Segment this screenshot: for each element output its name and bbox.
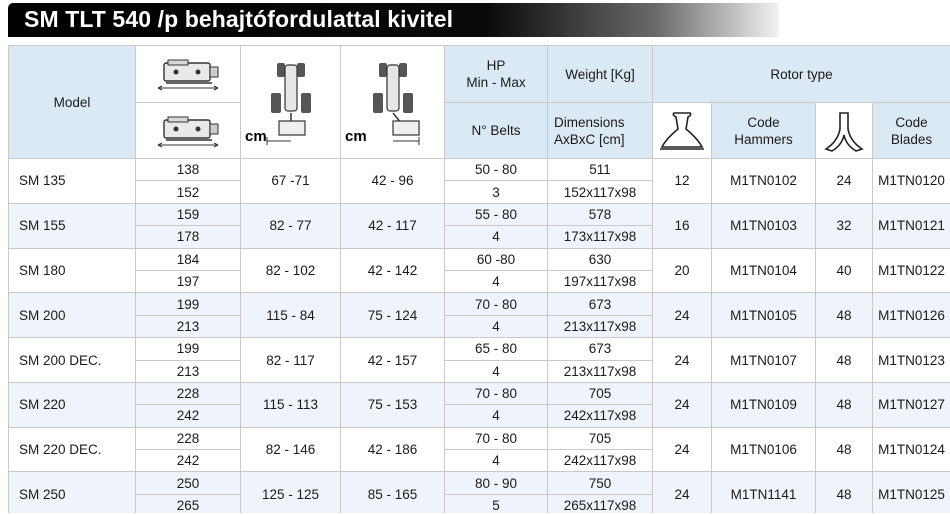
cell-width-b: 178 <box>136 226 241 248</box>
cell-width-a: 228 <box>136 382 241 404</box>
cell-offset-left: 82 - 146 <box>241 427 341 472</box>
cell-width-a: 228 <box>136 427 241 449</box>
cell-hammers-count: 24 <box>653 382 712 427</box>
header-model: Model <box>9 46 136 159</box>
cell-width-a: 159 <box>136 203 241 225</box>
table-row <box>9 293 950 315</box>
header-mower-width-a <box>136 46 241 103</box>
cell-offset-right: 42 - 186 <box>341 427 445 472</box>
cell-weight: 750 <box>548 472 653 494</box>
cell-weight: 705 <box>548 382 653 404</box>
header-mower-width-b <box>136 103 241 159</box>
spec-table-body <box>9 159 950 514</box>
cell-offset-left: 82 - 102 <box>241 248 341 293</box>
cell-offset-left: 67 -71 <box>241 159 341 204</box>
cell-hammers-count: 20 <box>653 248 712 293</box>
cell-code-hammers: M1TN0104 <box>712 248 816 293</box>
cell-hammers-count: 16 <box>653 203 712 248</box>
cell-dimensions: 197x117x98 <box>548 270 653 292</box>
cell-hammers-count: 24 <box>653 427 712 472</box>
cell-belts: 4 <box>445 226 548 248</box>
table-row <box>9 203 950 225</box>
header-weight: Weight [Kg] <box>548 46 653 103</box>
cell-code-blades: M1TN0125 <box>873 472 950 513</box>
spec-table-wrapper <box>8 45 950 513</box>
cell-width-b: 242 <box>136 450 241 472</box>
cell-width-a: 250 <box>136 472 241 494</box>
cell-code-hammers: M1TN0105 <box>712 293 816 338</box>
cell-width-a: 199 <box>136 338 241 360</box>
cell-offset-left: 115 - 84 <box>241 293 341 338</box>
cell-belts: 5 <box>445 494 548 513</box>
cell-width-a: 138 <box>136 159 241 181</box>
cell-dimensions: 265x117x98 <box>548 494 653 513</box>
cell-code-blades: M1TN0127 <box>873 382 950 427</box>
cell-weight: 673 <box>548 338 653 360</box>
header-rotor-type: Rotor type <box>653 46 950 103</box>
spec-table <box>8 45 950 513</box>
cell-model: SM 250 <box>9 472 136 513</box>
cell-belts: 4 <box>445 360 548 382</box>
cell-offset-left: 125 - 125 <box>241 472 341 513</box>
cell-model: SM 200 DEC. <box>9 338 136 383</box>
header-dimensions <box>548 103 653 159</box>
cell-width-b: 197 <box>136 270 241 292</box>
cell-weight: 673 <box>548 293 653 315</box>
cell-hammers-count: 24 <box>653 293 712 338</box>
hammer-flail-icon <box>658 109 706 153</box>
cell-code-hammers: M1TN0106 <box>712 427 816 472</box>
cell-dimensions: 173x117x98 <box>548 226 653 248</box>
cell-code-hammers: M1TN0102 <box>712 159 816 204</box>
header-belts: N° Belts <box>445 103 548 159</box>
cell-blades-count: 32 <box>816 203 873 248</box>
header-code-hammers <box>712 103 816 159</box>
flail-mower-side-icon <box>154 114 222 148</box>
page-title: SM TLT 540 /p behajtófordulattal kivitel <box>24 6 454 32</box>
cell-width-b: 213 <box>136 360 241 382</box>
cell-hp: 70 - 80 <box>445 293 548 315</box>
cell-code-blades: M1TN0121 <box>873 203 950 248</box>
header-code-blades-line2: Blades <box>890 131 933 147</box>
header-tractor-offset-left <box>241 46 341 159</box>
header-code-blades-line1: Code <box>895 114 928 130</box>
cell-hp: 70 - 80 <box>445 382 548 404</box>
cell-code-blades: M1TN0124 <box>873 427 950 472</box>
cell-offset-left: 82 - 77 <box>241 203 341 248</box>
cell-code-blades: M1TN0126 <box>873 293 950 338</box>
header-hammer-icon-cell <box>653 103 712 159</box>
cell-code-blades: M1TN0120 <box>873 159 950 204</box>
cell-hp: 60 -80 <box>445 248 548 270</box>
cell-hp: 70 - 80 <box>445 427 548 449</box>
header-hp-label: HP <box>486 58 506 73</box>
cell-weight: 630 <box>548 248 653 270</box>
cell-offset-right: 75 - 153 <box>341 382 445 427</box>
cell-belts: 4 <box>445 315 548 337</box>
cell-belts: 4 <box>445 450 548 472</box>
header-code-hammers-line1: Code <box>747 114 780 130</box>
cell-belts: 4 <box>445 270 548 292</box>
cell-hp: 55 - 80 <box>445 203 548 225</box>
cell-offset-right: 85 - 165 <box>341 472 445 513</box>
cell-code-hammers: M1TN1141 <box>712 472 816 513</box>
cell-width-b: 242 <box>136 405 241 427</box>
cell-model: SM 135 <box>9 159 136 204</box>
table-row <box>9 472 950 494</box>
cell-code-hammers: M1TN0109 <box>712 382 816 427</box>
cell-offset-right: 42 - 117 <box>341 203 445 248</box>
cell-hammers-count: 12 <box>653 159 712 204</box>
table-row <box>9 248 950 270</box>
cell-offset-left: 82 - 117 <box>241 338 341 383</box>
tractor-offset-top-view-icon <box>357 57 429 147</box>
cell-model: SM 180 <box>9 248 136 293</box>
cell-code-hammers: M1TN0107 <box>712 338 816 383</box>
cell-blades-count: 48 <box>816 472 873 513</box>
header-code-hammers-line2: Hammers <box>734 131 793 147</box>
table-row <box>9 427 950 449</box>
cell-hp: 65 - 80 <box>445 338 548 360</box>
header-dimensions-unit: AxBxC [cm] <box>554 131 625 147</box>
cell-blades-count: 48 <box>816 427 873 472</box>
cell-weight: 578 <box>548 203 653 225</box>
cell-code-blades: M1TN0122 <box>873 248 950 293</box>
cell-blades-count: 48 <box>816 293 873 338</box>
cell-dimensions: 152x117x98 <box>548 181 653 203</box>
header-dimensions-label: Dimensions <box>554 114 625 130</box>
cell-width-b: 152 <box>136 181 241 203</box>
unit-cm-right: cm <box>345 128 367 145</box>
cell-dimensions: 242x117x98 <box>548 450 653 472</box>
header-hp <box>445 46 548 103</box>
cell-model: SM 200 <box>9 293 136 338</box>
cell-width-a: 184 <box>136 248 241 270</box>
cell-offset-right: 42 - 96 <box>341 159 445 204</box>
cell-belts: 4 <box>445 405 548 427</box>
cell-dimensions: 213x117x98 <box>548 360 653 382</box>
cell-code-blades: M1TN0123 <box>873 338 950 383</box>
cell-offset-right: 42 - 142 <box>341 248 445 293</box>
cell-dimensions: 213x117x98 <box>548 315 653 337</box>
cell-model: SM 220 <box>9 382 136 427</box>
cell-model: SM 220 DEC. <box>9 427 136 472</box>
cell-dimensions: 242x117x98 <box>548 405 653 427</box>
cell-belts: 3 <box>445 181 548 203</box>
table-row <box>9 382 950 404</box>
cell-hammers-count: 24 <box>653 338 712 383</box>
cell-hammers-count: 24 <box>653 472 712 513</box>
cell-hp: 50 - 80 <box>445 159 548 181</box>
cell-model: SM 155 <box>9 203 136 248</box>
cell-blades-count: 48 <box>816 338 873 383</box>
title-bar <box>8 3 779 37</box>
cell-offset-right: 42 - 157 <box>341 338 445 383</box>
flail-mower-side-icon <box>154 57 222 91</box>
header-hp-range: Min - Max <box>466 75 526 90</box>
cell-offset-left: 115 - 113 <box>241 382 341 427</box>
cell-offset-right: 75 - 124 <box>341 293 445 338</box>
header-tractor-offset-right <box>341 46 445 159</box>
header-blade-icon-cell <box>816 103 873 159</box>
y-blade-icon <box>822 109 866 153</box>
cell-code-hammers: M1TN0103 <box>712 203 816 248</box>
header-code-blades <box>873 103 950 159</box>
cell-blades-count: 48 <box>816 382 873 427</box>
table-row <box>9 338 950 360</box>
cell-weight: 511 <box>548 159 653 181</box>
cell-weight: 705 <box>548 427 653 449</box>
cell-width-b: 265 <box>136 494 241 513</box>
unit-cm-left: cm <box>245 128 267 145</box>
cell-width-a: 199 <box>136 293 241 315</box>
cell-blades-count: 24 <box>816 159 873 204</box>
cell-hp: 80 - 90 <box>445 472 548 494</box>
cell-blades-count: 40 <box>816 248 873 293</box>
table-row <box>9 159 950 181</box>
cell-width-b: 213 <box>136 315 241 337</box>
